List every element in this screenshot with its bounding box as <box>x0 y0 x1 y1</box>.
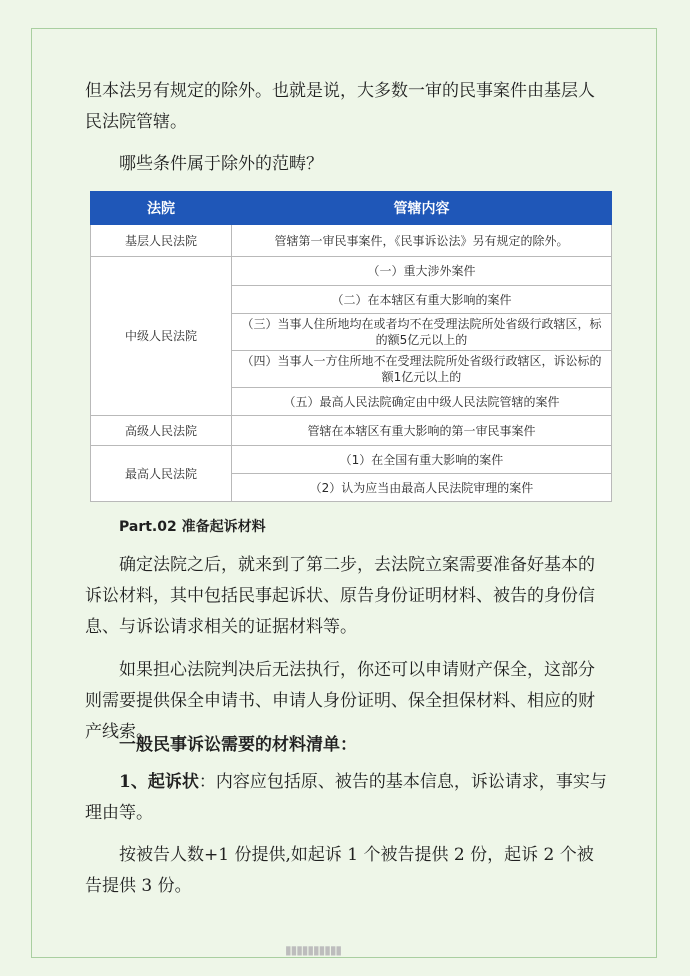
court-high: 高级人民法院 <box>91 416 232 446</box>
content-intermediate-4: （四）当事人一方住所地不在受理法院所处省级行政辖区，诉讼标的额1亿元以上的 <box>232 351 612 388</box>
content-intermediate-1: （一）重大涉外案件 <box>232 257 612 286</box>
content-intermediate-5: （五）最高人民法院确定由中级人民法院管辖的案件 <box>232 388 612 416</box>
content-intermediate-2: （二）在本辖区有重大影响的案件 <box>232 286 612 314</box>
list-heading: 一般民事诉讼需要的材料清单： <box>119 735 357 755</box>
watermark: ▮▮▮▮▮▮▮▮▮▮ <box>285 943 342 957</box>
header-court: 法院 <box>91 192 232 225</box>
list-item-complaint <box>85 767 610 829</box>
paragraph-intro: 但本法另有规定的除外。也就是说，大多数一审的民事案件由基层人民法院管辖。 <box>85 81 595 132</box>
content-basic: 管辖第一审民事案件，《民事诉讼法》另有规定的除外。 <box>232 225 612 257</box>
section-heading-part02: Part.02 准备起诉材料 <box>119 519 266 535</box>
content-supreme-2: （2）认为应当由最高人民法院审理的案件 <box>232 474 612 502</box>
content-supreme-1: （1）在全国有重大影响的案件 <box>232 446 612 474</box>
court-intermediate: 中级人民法院 <box>91 257 232 416</box>
court-basic: 基层人民法院 <box>91 225 232 257</box>
court-supreme: 最高人民法院 <box>91 446 232 502</box>
list-item-label: 1、起诉状 <box>119 772 199 792</box>
content-intermediate-3: （三）当事人住所地均在或者均不在受理法院所处省级行政辖区，标的额5亿元以上的 <box>232 314 612 351</box>
paragraph-question: 哪些条件属于除外的范畴？ <box>119 154 323 174</box>
list-item-text: ：内容应包括原、被告的基本信息，诉讼请求，事实与理由等。 <box>85 772 607 823</box>
paragraph-preservation: 如果担心法院判决后无法执行，你还可以申请财产保全，这部分则需要提供保全申请书、申请人身份证明、保全担保材料、相应的财产线索。 <box>85 660 595 742</box>
header-content: 管辖内容 <box>232 192 612 225</box>
paragraph-copies: 按被告人数+1 份提供,如起诉 1 个被告提供 2 份，起诉 2 个被告提供 3 份。 <box>85 845 594 896</box>
paragraph-materials: 确定法院之后，就来到了第二步，去法院立案需要准备好基本的诉讼材料，其中包括民事起诉状、原告身份证明材料、被告的身份信息、与诉讼请求相关的证据材料等。 <box>85 555 595 637</box>
content-high: 管辖在本辖区有重大影响的第一审民事案件 <box>232 416 612 446</box>
court-jurisdiction-table <box>90 191 612 502</box>
